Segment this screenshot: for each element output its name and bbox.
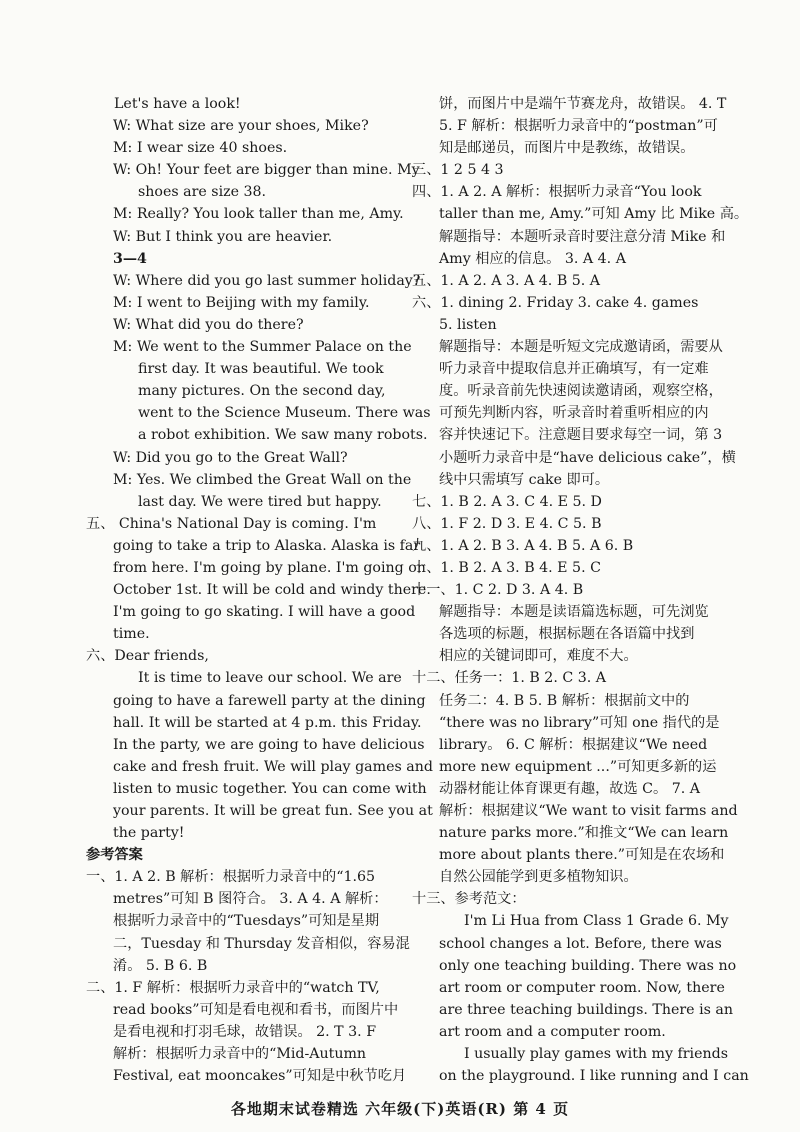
text-line: 淆。 5. B 6. B bbox=[113, 957, 208, 974]
text-line: 三、1 2 5 4 3 bbox=[412, 162, 504, 179]
text-line: W: Did you go to the Great Wall? bbox=[113, 449, 348, 466]
text-line: I'm Li Hua from Class 1 Grade 6. My bbox=[464, 913, 729, 930]
text-line: from here. I'm going by plane. I'm going on bbox=[113, 559, 426, 576]
text-line: 动器材能让体育课更有趣，故选 C。 7. A bbox=[439, 780, 700, 797]
text-line: only one teaching building. There was no bbox=[439, 957, 737, 974]
text-line: 七、1. B 2. A 3. C 4. E 5. D bbox=[412, 493, 602, 510]
left-column bbox=[86, 93, 433, 1087]
text-line: M: We went to the Summer Palace on the bbox=[113, 339, 412, 356]
text-line: 解题指导：本题是读语篇选标题，可先浏览 bbox=[439, 604, 709, 621]
text-line: 小题听力录音中是“have delicious cake”，横 bbox=[439, 449, 736, 466]
text-line: 知是邮递员，而图片中是教练，故错误。 bbox=[439, 140, 695, 157]
text-line: 饼，而图片中是端午节赛龙舟，故错误。 4. T bbox=[439, 96, 727, 112]
text-line: M: I wear size 40 shoes. bbox=[113, 140, 288, 157]
text-line: taller than me, Amy.”可知 Amy 比 Mike 高。 bbox=[439, 206, 749, 223]
text-line: metres”可知 B 图符合。 3. A 4. A 解析： bbox=[113, 891, 388, 908]
text-line: W: What did you do there? bbox=[113, 316, 304, 333]
text-line: 十、1. B 2. A 3. B 4. E 5. C bbox=[412, 559, 601, 576]
text-line: Festival, eat mooncakes”可知是中秋节吃月 bbox=[113, 1068, 407, 1085]
text-line: 各选项的标题，根据标题在各语篇中找到 bbox=[439, 626, 695, 643]
text-line: In the party, we are going to have delicious bbox=[113, 736, 425, 753]
text-line: 十二、任务一：1. B 2. C 3. A bbox=[412, 670, 606, 687]
text-line: library。 6. C 解析：根据建议“We need bbox=[439, 736, 708, 753]
text-line: listen to music together. You can come with bbox=[113, 780, 427, 797]
text-line: 一、1. A 2. B 解析：根据听力录音中的“1.65 bbox=[86, 869, 376, 886]
text-line: art room and a computer room. bbox=[439, 1023, 666, 1040]
text-line: 十三、参考范文： bbox=[412, 891, 526, 908]
text-line: It is time to leave our school. We are bbox=[138, 670, 402, 687]
text-line: 线中只需填写 cake 即可。 bbox=[439, 471, 610, 488]
text-line: 听力录音中提取信息并正确填写，有一定难 bbox=[439, 361, 709, 378]
text-line: school changes a lot. Before, there was bbox=[439, 935, 722, 952]
text-line: 解题指导：本题听录音时要注意分清 Mike 和 bbox=[439, 228, 726, 245]
text-line: cake and fresh fruit. We will play games and bbox=[113, 758, 433, 775]
text-line: 二，Tuesday 和 Thursday 发音相似，容易混 bbox=[113, 935, 410, 952]
text-line: 自然公园能学到更多植物知识。 bbox=[439, 869, 638, 886]
text-line: art room or computer room. Now, there bbox=[439, 979, 725, 996]
text-line: 是看电视和打羽毛球，故错误。 2. T 3. F bbox=[113, 1023, 377, 1040]
text-line: 五、1. A 2. A 3. A 4. B 5. A bbox=[412, 272, 601, 289]
text-line: going to take a trip to Alaska. Alaska is far bbox=[113, 537, 421, 554]
text-line: read books”可知是看电视和看书，而图片中 bbox=[113, 1001, 399, 1018]
text-line: 五、 China's National Day is coming. I'm bbox=[86, 515, 377, 532]
text-line: 任务二：4. B 5. B 解析：根据前文中的 bbox=[439, 692, 690, 709]
text-line: many pictures. On the second day, bbox=[138, 383, 386, 400]
text-line: M: I went to Beijing with my family. bbox=[113, 294, 370, 311]
text-line: W: What size are your shoes, Mike? bbox=[113, 118, 369, 135]
text-line: shoes are size 38. bbox=[138, 184, 267, 201]
text-line: I usually play games with my friends bbox=[464, 1046, 728, 1063]
text-line: 解题指导：本题是听短文完成邀请函，需要从 bbox=[439, 339, 723, 356]
text-line: 解析：根据建议“We want to visit farms and bbox=[439, 803, 738, 819]
text-line: 解析：根据听力录音中的“Mid-Autumn bbox=[113, 1046, 367, 1063]
page-footer: 各地期末试卷精选 六年级(下)英语(R) 第 4 页 bbox=[230, 1100, 570, 1118]
text-line: 九、1. A 2. B 3. A 4. B 5. A 6. B bbox=[412, 537, 634, 554]
text-line: 容并快速记下。注意题目要求每空一词，第 3 bbox=[439, 427, 723, 444]
text-line: 六、1. dining 2. Friday 3. cake 4. games bbox=[412, 294, 699, 311]
text-line: M: Really? You look taller than me, Amy. bbox=[113, 206, 404, 223]
text-line: a robot exhibition. We saw many robots. bbox=[138, 427, 428, 444]
text-line: 四、1. A 2. A 解析：根据听力录音“You look bbox=[412, 184, 702, 201]
text-line: first day. It was beautiful. We took bbox=[138, 361, 384, 378]
text-line: 5. F 解析：根据听力录音中的“postman”可 bbox=[439, 118, 718, 135]
text-line: 十一、1. C 2. D 3. A 4. B bbox=[412, 582, 584, 599]
text-line: 可预先判断内容，听录音时着重听相应的内 bbox=[439, 405, 709, 422]
text-line: 5. listen bbox=[439, 316, 497, 333]
text-line: 八、1. F 2. D 3. E 4. C 5. B bbox=[412, 515, 602, 532]
text-line: W: But I think you are heavier. bbox=[113, 228, 333, 245]
text-line: I'm going to go skating. I will have a good bbox=[113, 604, 416, 621]
text-line: 相应的关键词即可，难度不大。 bbox=[439, 648, 638, 665]
text-line: the party! bbox=[113, 825, 185, 842]
text-line: more about plants there.”可知是在农场和 bbox=[439, 847, 725, 864]
text-line: went to the Science Museum. There was bbox=[138, 405, 431, 422]
text-line: 3—4 bbox=[113, 250, 147, 267]
text-line: nature parks more.”和推文“We can learn bbox=[439, 825, 729, 842]
text-line: last day. We were tired but happy. bbox=[138, 493, 382, 510]
text-line: 六、Dear friends, bbox=[86, 648, 209, 665]
right-column bbox=[412, 93, 749, 1087]
text-line: are three teaching buildings. There is an bbox=[439, 1001, 734, 1018]
text-line: going to have a farewell party at the dining bbox=[113, 692, 426, 709]
text-line: 参考答案 bbox=[86, 847, 143, 864]
text-line: on the playground. I like running and I can bbox=[439, 1068, 749, 1085]
text-line: 根据听力录音中的“Tuesdays”可知是星期 bbox=[113, 913, 380, 930]
text-line: 度。听录音前先快速阅读邀请函，观察空格， bbox=[439, 383, 723, 400]
text-line: 二、1. F 解析：根据听力录音中的“watch TV, bbox=[86, 979, 380, 996]
text-line: M: Yes. We climbed the Great Wall on the bbox=[113, 471, 412, 488]
text-line: W: Oh! Your feet are bigger than mine. My bbox=[113, 162, 420, 179]
text-line: time. bbox=[113, 626, 150, 643]
text-line: “there was no library”可知 one 指代的是 bbox=[439, 714, 720, 731]
text-line: Let's have a look! bbox=[114, 96, 241, 112]
text-line: October 1st. It will be cold and windy there. bbox=[113, 582, 431, 599]
text-line: hall. It will be started at 4 p.m. this Friday. bbox=[113, 714, 422, 731]
text-line: more new equipment ...”可知更多新的运 bbox=[439, 758, 717, 775]
text-line: W: Where did you go last summer holiday? bbox=[113, 272, 421, 289]
text-line: Amy 相应的信息。 3. A 4. A bbox=[439, 250, 626, 267]
text-line: your parents. It will be great fun. See you at bbox=[113, 803, 433, 819]
